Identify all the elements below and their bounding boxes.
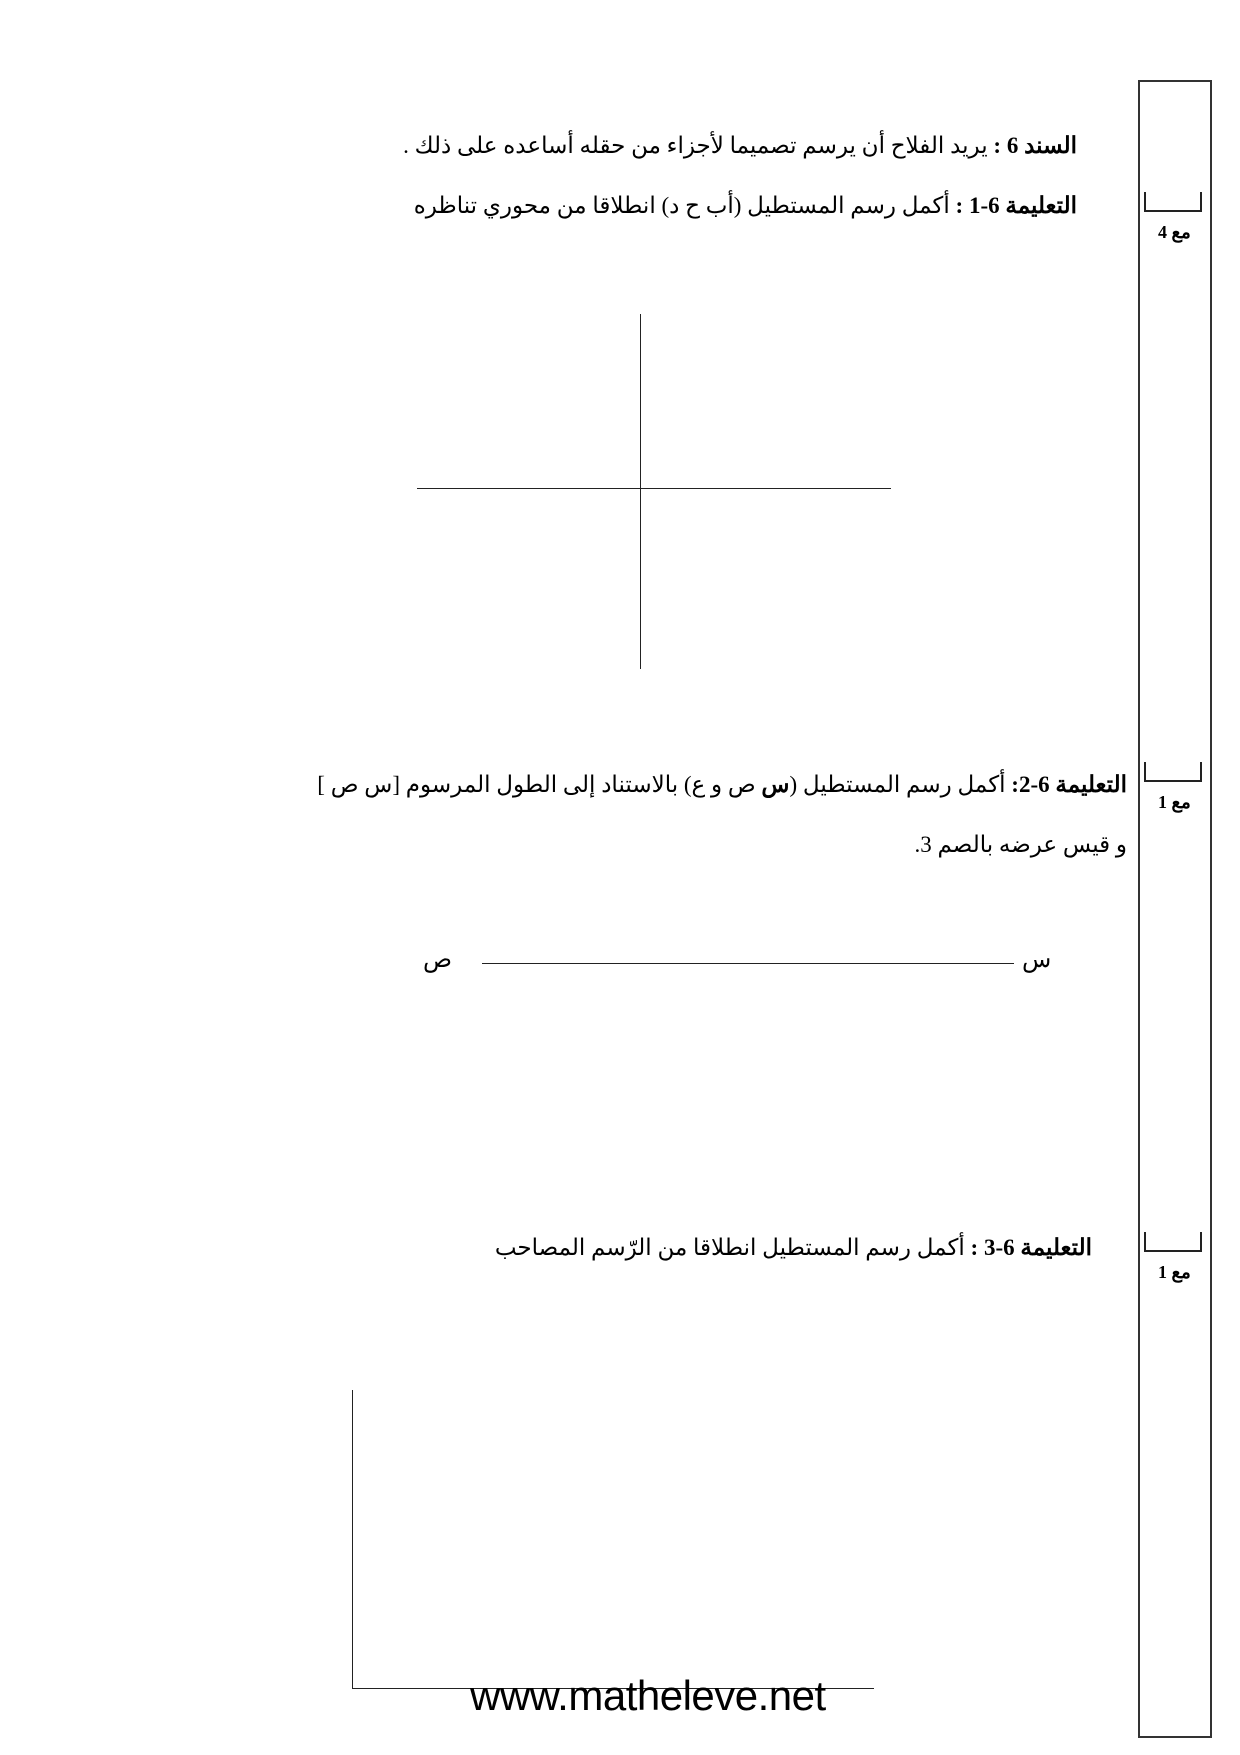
instruction-6-1-text: أكمل رسم المستطيل (أب ح د) انطلاقا من محوري تناظره [413,193,950,218]
sanad-text: يريد الفلاح أن يرسم تصميما لأجزاء من حقله أساعده على ذلك . [403,133,988,158]
score-bracket-2 [1144,762,1202,782]
horizontal-symmetry-axis [417,488,891,489]
instruction-6-2-text-b: ص و ع) بالاستناد إلى الطول المرسوم [س ص ] [317,772,762,797]
score-label-2: مع 1 [1158,792,1191,812]
sanad-label: السند 6 : [993,133,1077,158]
instruction-6-1-label: التعليمة 6-1 : [955,193,1077,218]
footer-url: www.matheleve.net [470,1672,826,1719]
vertical-symmetry-axis [640,314,641,669]
score-label-1: مع 4 [1158,222,1191,242]
instruction-6-3-text: أكمل رسم المستطيل انطلاقا من الرّسم المصاحب [494,1235,965,1260]
score-column [1138,80,1212,1738]
segment-seen-sad [482,963,1014,964]
instruction-6-3 [495,1233,1092,1263]
instruction-6-3-label: التعليمة 6-3 : [970,1235,1092,1260]
point-label-sad: ص [423,947,453,973]
instruction-6-2 [317,770,1127,800]
instruction-6-2-label: التعليمة 6-2: [1011,772,1127,797]
point-label-seen: س [1022,947,1052,973]
instruction-6-1 [414,191,1077,221]
instruction-6-2-line2: و قيس عرضه بالصم 3. [914,832,1127,857]
score-bracket-1 [1144,192,1202,212]
instruction-6-2-text-a: أكمل رسم المستطيل ( [789,772,1006,797]
instruction-6-2-text-bold: س [761,772,790,797]
rectangle-left-side [352,1390,353,1688]
score-label-3: مع 1 [1158,1262,1191,1282]
score-bracket-3 [1144,1232,1202,1252]
sanad-line [403,131,1077,161]
